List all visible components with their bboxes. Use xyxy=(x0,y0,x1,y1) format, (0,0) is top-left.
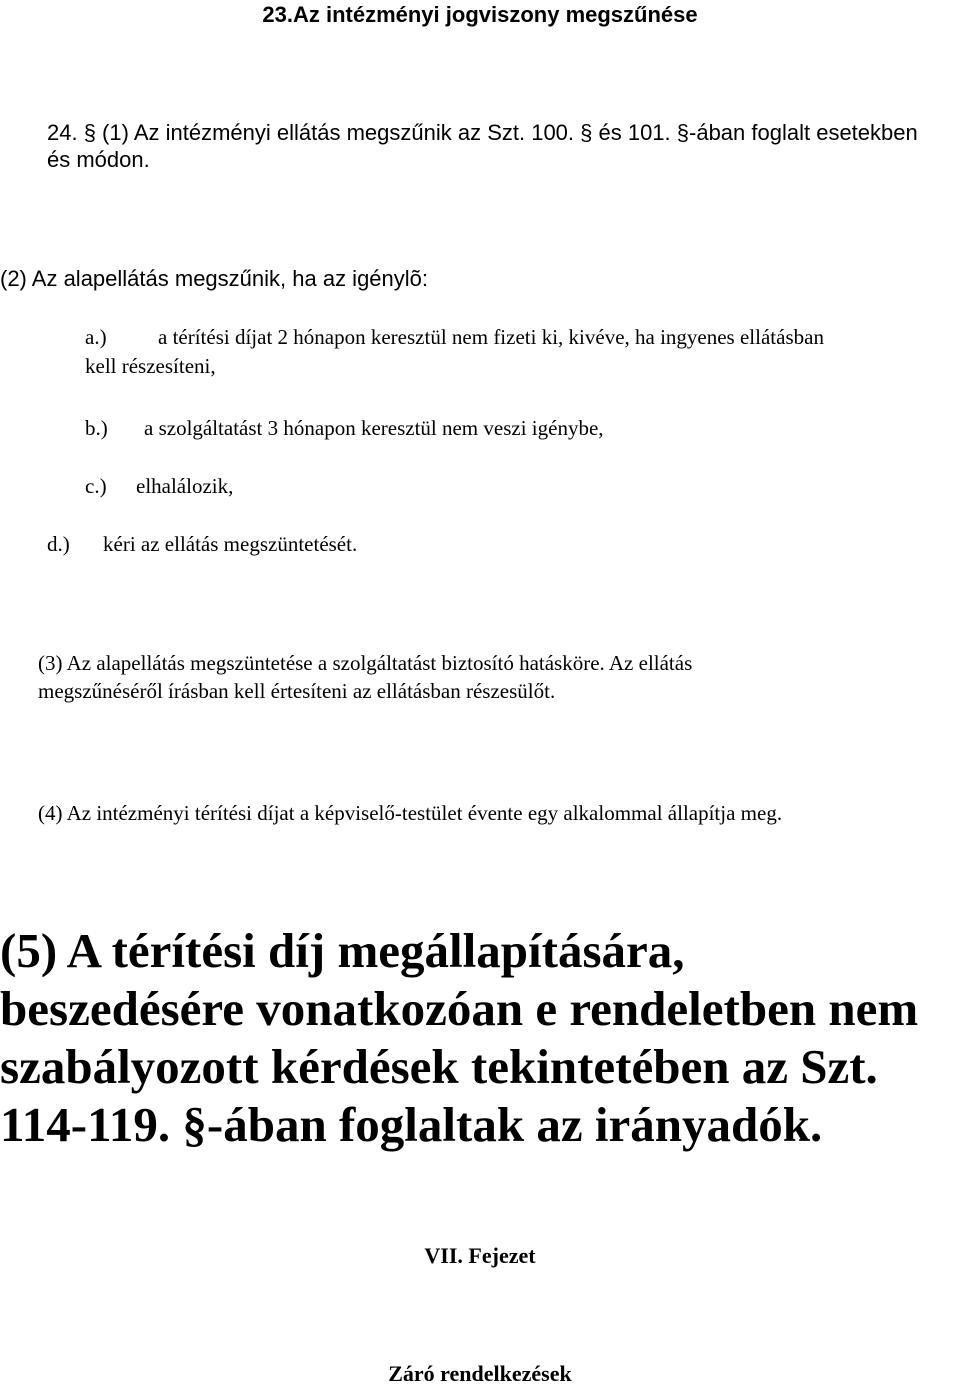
item-a-line-1: a térítési díjat 2 hónapon keresztül nem fizeti ki, kivéve, ha ingyenes ellátásban xyxy=(158,325,824,349)
item-a-line-2: kell részesíteni, xyxy=(85,354,216,378)
paragraph-5-line-2: beszedésére vonatkozóan e rendeletben nem xyxy=(0,981,919,1036)
paragraph-5-line-4: 114-119. §-ában foglaltak az irányadók. xyxy=(0,1097,823,1152)
paragraph-24-line-1: 24. § (1) Az intézményi ellátás megszűnik az Szt. 100. § és 101. §-ában foglalt esetekben xyxy=(47,120,918,145)
paragraph-3-line-2: megszűnéséről írásban kell értesíteni az ellátásban részesülőt. xyxy=(38,679,556,703)
item-b-label: b.) xyxy=(85,416,108,440)
chapter-heading: VII. Fejezet xyxy=(424,1243,536,1268)
section-title: 23.Az intézményi jogviszony megszűnése xyxy=(262,2,698,27)
item-c-text: elhalálozik, xyxy=(136,474,234,498)
paragraph-3-line-1: (3) Az alapellátás megszüntetése a szolgáltatást biztosító hatásköre. Az ellátás xyxy=(38,651,693,675)
paragraph-5-line-3: szabályozott kérdések tekintetében az Szt. xyxy=(0,1039,878,1094)
closing-heading: Záró rendelkezések xyxy=(388,1361,572,1386)
paragraph-24-line-2: és módon. xyxy=(47,147,150,172)
item-d-label: d.) xyxy=(47,532,70,556)
paragraph-4: (4) Az intézményi térítési díjat a képviselő-testület évente egy alkalommal állapítja meg. xyxy=(38,801,783,825)
item-d-text: kéri az ellátás megszüntetését. xyxy=(103,532,358,556)
item-b-text: a szolgáltatást 3 hónapon keresztül nem veszi igénybe, xyxy=(144,416,604,440)
paragraph-5 xyxy=(0,922,960,1154)
paragraph-2-intro: (2) Az alapellátás megszűnik, ha az igénylõ: xyxy=(0,266,429,291)
item-c-label: c.) xyxy=(85,474,107,498)
paragraph-5-line-1: (5) A térítési díj megállapítására, xyxy=(0,923,685,978)
item-a-label: a.) xyxy=(85,325,107,349)
